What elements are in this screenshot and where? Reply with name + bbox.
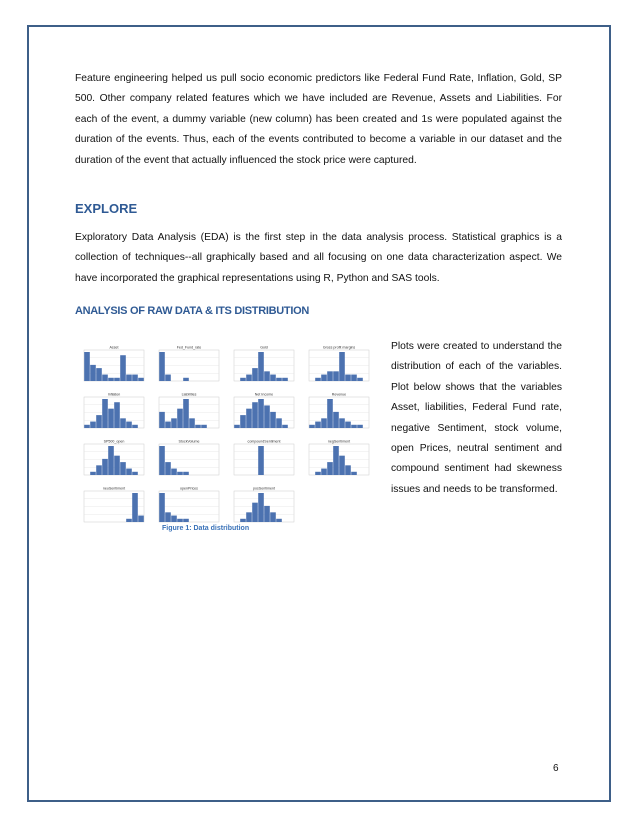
histogram-bar: [132, 375, 138, 381]
histogram-panel: [159, 346, 219, 382]
histogram-bar: [339, 352, 345, 381]
figure-caption: Figure 1: Data distribution: [162, 525, 250, 532]
histogram-panel: [234, 346, 294, 382]
histogram-bar: [132, 472, 138, 475]
histogram-bar: [126, 375, 132, 381]
histogram-bar: [327, 399, 333, 428]
histogram-bar: [132, 493, 138, 522]
histogram-title: Asset: [109, 345, 119, 350]
histogram-panel: [84, 440, 144, 476]
histogram-bar: [234, 425, 240, 428]
histogram-bar: [126, 519, 132, 522]
histogram-bar: [276, 378, 282, 381]
histogram-bar: [171, 516, 177, 522]
histogram-bar: [264, 371, 270, 381]
histogram-title: SP500_open: [103, 439, 125, 444]
data-distribution-figure: [78, 338, 383, 523]
histogram-bar: [126, 469, 132, 475]
histogram-bar: [84, 425, 90, 428]
histogram-bar: [240, 519, 246, 522]
histogram-bar: [108, 378, 114, 381]
histogram-bar: [138, 516, 144, 522]
histogram-bar: [321, 469, 327, 475]
histogram-panel: [159, 393, 219, 429]
histogram-bar: [159, 493, 165, 522]
histogram-bar: [246, 409, 252, 428]
histogram-bar: [345, 375, 351, 381]
histogram-panel: [309, 393, 369, 429]
histogram-title: Gold: [260, 345, 268, 350]
histogram-bar: [96, 415, 102, 428]
histogram-bar: [321, 375, 327, 381]
histogram-panel: [234, 393, 294, 429]
histogram-bar: [333, 446, 339, 475]
histogram-bar: [102, 399, 108, 428]
histogram-bar: [165, 512, 171, 522]
histogram-title: Gross profit margins: [322, 345, 356, 350]
histogram-bar: [264, 405, 270, 428]
histogram-bar: [252, 368, 258, 381]
histogram-bar: [96, 368, 102, 381]
histogram-bar: [177, 409, 183, 428]
explore-paragraph: Exploratory Data Analysis (EDA) is the first step in the data analysis process. Statistical graphics is a collection of techniques--all graphically based and all focusing on one data characterization aspect. We have incorporated the graphical representations using R, Python and SAS tools.: [75, 232, 562, 284]
explore-heading: EXPLORE: [75, 201, 138, 216]
histogram-bar: [195, 425, 201, 428]
histogram-title: Liabilities: [181, 392, 197, 397]
histogram-bar: [315, 472, 321, 475]
histogram-bar: [126, 422, 132, 428]
histogram-bar: [270, 375, 276, 381]
feature-engineering-paragraph: Feature engineering helped us pull socio economic predictors like Federal Fund Rate, Inflation, Gold, SP 500. Other company related features which we have included are Revenue, Assets and Liabilities. For each of the event, a dummy variable (new column) has been created and 1s were populated against the duration of the events. Thus, each of the events contributed to become a variable in our dataset and the duration of the event that actually influenced the stock price were captured.: [75, 73, 562, 166]
histogram-bar: [120, 462, 126, 475]
histogram-bar: [183, 519, 189, 522]
page-number: 6: [553, 763, 559, 774]
histogram-title: openPrices: [180, 486, 198, 491]
histogram-bar: [165, 375, 171, 381]
histogram-bar: [345, 465, 351, 475]
histogram-bar: [270, 512, 276, 522]
histogram-bar: [96, 465, 102, 475]
histogram-bar: [270, 412, 276, 428]
histogram-grid: [78, 338, 383, 523]
histogram-bar: [114, 378, 120, 381]
histogram-bar: [201, 425, 207, 428]
histogram-bar: [252, 402, 258, 428]
histogram-bar: [351, 425, 357, 428]
histogram-bar: [138, 378, 144, 381]
histogram-bar: [183, 472, 189, 475]
histogram-bar: [315, 378, 321, 381]
histogram-bar: [171, 469, 177, 475]
histogram-bar: [102, 459, 108, 475]
histogram-bar: [90, 422, 96, 428]
histogram-bar: [120, 418, 126, 428]
histogram-bar: [309, 425, 315, 428]
histogram-panel: [84, 487, 144, 523]
histogram-title: Fed_Fund_rate: [176, 345, 202, 350]
histogram-bar: [258, 493, 264, 522]
histogram-bar: [351, 375, 357, 381]
histogram-bar: [159, 446, 165, 475]
histogram-bar: [120, 355, 126, 381]
histogram-panel: [234, 440, 294, 476]
histogram-bar: [327, 371, 333, 381]
analysis-heading: ANALYSIS OF RAW DATA & ITS DISTRIBUTION: [75, 305, 309, 317]
histogram-title: compoundSentiment: [247, 439, 281, 444]
histogram-bar: [333, 412, 339, 428]
histogram-bar: [165, 422, 171, 428]
histogram-bar: [282, 378, 288, 381]
histogram-bar: [159, 412, 165, 428]
histogram-bar: [183, 378, 189, 381]
histogram-panel: [309, 346, 369, 382]
histogram-bar: [357, 378, 363, 381]
histogram-bar: [357, 425, 363, 428]
histogram-title: Revenue: [331, 392, 347, 397]
histogram-bar: [264, 506, 270, 522]
histogram-bar: [258, 399, 264, 428]
histogram-bar: [351, 472, 357, 475]
histogram-bar: [246, 512, 252, 522]
histogram-bar: [90, 365, 96, 381]
histogram-title: Net Income: [254, 392, 274, 397]
histogram-bar: [114, 402, 120, 428]
histogram-bar: [108, 409, 114, 428]
histogram-bar: [159, 352, 165, 381]
histogram-bar: [84, 352, 90, 381]
histogram-bar: [114, 456, 120, 475]
histogram-bar: [276, 418, 282, 428]
histogram-bar: [240, 378, 246, 381]
histogram-bar: [258, 446, 264, 475]
histogram-title: Inflation: [107, 392, 121, 397]
histogram-title: negSentiment: [327, 439, 351, 444]
histogram-bar: [315, 422, 321, 428]
histogram-bar: [327, 462, 333, 475]
histogram-bar: [165, 462, 171, 475]
histogram-bar: [339, 418, 345, 428]
distribution-paragraph: Plots were created to understand the distribution of each of the variables. Plot below shows that the variables Asset, liabilities, Federal Fund rate, negative Sentiment, stock volume, open Prices, neutral sentiment and compound sentiment had skewness issues and needs to be transformed.: [391, 341, 562, 495]
histogram-bar: [132, 425, 138, 428]
histogram-panel: [159, 440, 219, 476]
histogram-bar: [345, 422, 351, 428]
histogram-bar: [246, 375, 252, 381]
histogram-bar: [282, 425, 288, 428]
histogram-bar: [171, 418, 177, 428]
histogram-bar: [252, 503, 258, 522]
histogram-panel: [234, 487, 294, 523]
histogram-title: StockVolume: [178, 439, 200, 444]
histogram-bar: [90, 472, 96, 475]
histogram-bar: [102, 375, 108, 381]
histogram-bar: [321, 418, 327, 428]
histogram-bar: [258, 352, 264, 381]
histogram-title: neuSentiment: [102, 486, 126, 491]
histogram-panel: [84, 346, 144, 382]
histogram-bar: [240, 415, 246, 428]
histogram-bar: [177, 472, 183, 475]
histogram-bar: [108, 446, 114, 475]
histogram-bar: [183, 399, 189, 428]
histogram-bar: [189, 418, 195, 428]
histogram-panel: [309, 440, 369, 476]
histogram-bar: [177, 519, 183, 522]
histogram-bar: [333, 371, 339, 381]
histogram-bar: [276, 519, 282, 522]
histogram-bar: [339, 456, 345, 475]
histogram-title: posSentiment: [253, 486, 275, 491]
histogram-panel: [84, 393, 144, 429]
histogram-panel: [159, 487, 219, 523]
